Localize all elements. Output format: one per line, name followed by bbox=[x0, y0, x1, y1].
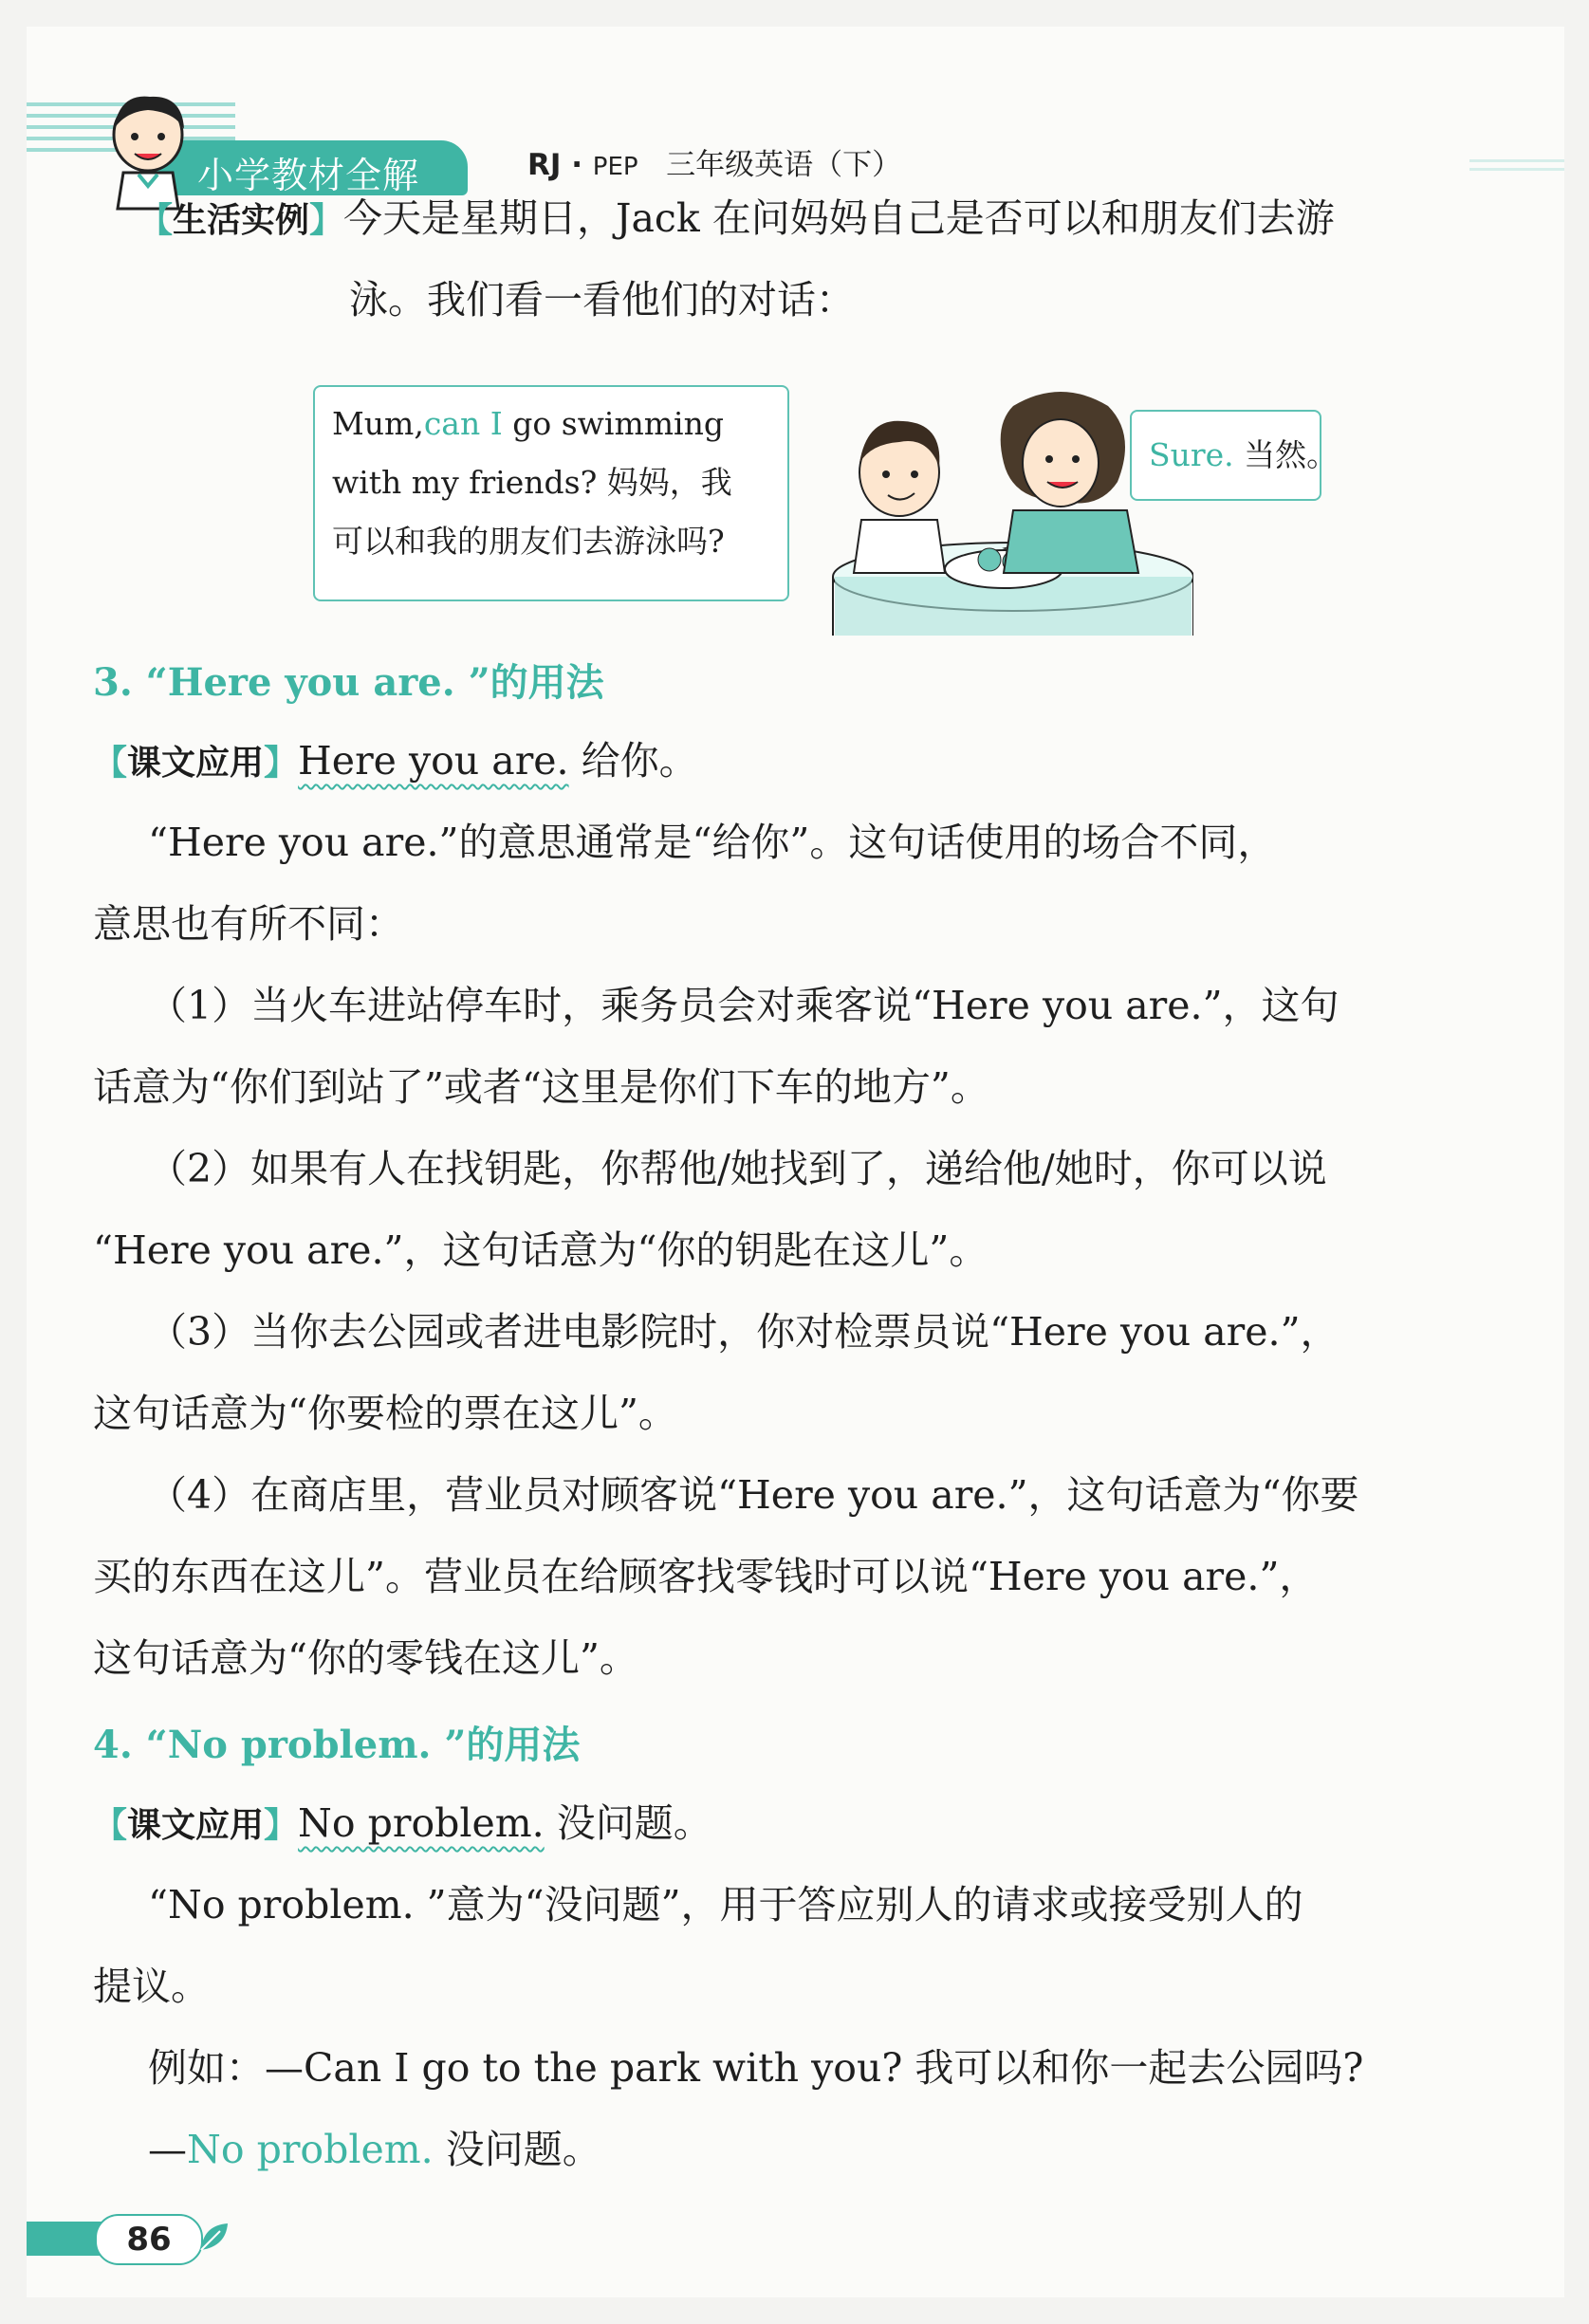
section3-tag: 【课文应用】 bbox=[93, 744, 299, 783]
section3-line: 这句话意为“你的零钱在这儿”。 bbox=[93, 1635, 638, 1681]
leaf-icon bbox=[195, 2218, 233, 2256]
life-example-line2: 泳。我们看一看他们的对话： bbox=[349, 277, 855, 323]
section3-line: 意思也有所不同： bbox=[93, 901, 404, 947]
section4-line2: 提议。 bbox=[93, 1964, 210, 2009]
brand-title: 小学教材全解 bbox=[197, 155, 420, 196]
edition-prefix: RJ · bbox=[527, 148, 593, 182]
section4-example-question: 例如：—Can I go to the park with you? 我可以和你一起去公园吗? bbox=[148, 2045, 1364, 2091]
page bbox=[27, 27, 1564, 2297]
section4-example: 【课文应用】No problem. 没问题。 bbox=[93, 1800, 712, 1846]
subject-label: 三年级英语（下） bbox=[666, 148, 902, 182]
section4-line1: “No problem. ”意为“没问题”，用于答应别人的请求或接受别人的 bbox=[148, 1882, 1303, 1927]
section3-line: （2）如果有人在找钥匙，你帮他/她找到了，递给他/她时，你可以说 bbox=[148, 1146, 1327, 1191]
section3-line: 话意为“你们到站了”或者“这里是你们下车的地方”。 bbox=[93, 1064, 989, 1110]
section3-line: （4）在商店里，营业员对顾客说“Here you are.”，这句话意为“你要 bbox=[148, 1472, 1359, 1518]
section3-example: 【课文应用】Here you are. 给你。 bbox=[93, 738, 698, 784]
section3-heading: 3. “Here you are. ”的用法 bbox=[93, 660, 604, 705]
life-example-line1: 【生活实例】今天是星期日，Jack 在问妈妈自己是否可以和朋友们去游 bbox=[139, 195, 1335, 241]
section3-line: 这句话意为“你要检的票在这儿”。 bbox=[93, 1391, 677, 1436]
page-number: 86 bbox=[95, 2214, 203, 2265]
section4-tag: 【课文应用】 bbox=[93, 1806, 299, 1845]
section3-line: “Here you are.”，这句话意为“你的钥匙在这儿”。 bbox=[93, 1227, 989, 1273]
header-subtitle bbox=[527, 140, 901, 183]
mother-son-table-illustration bbox=[776, 387, 1193, 636]
boy-speech-bubble: Mum,can I go swimming with my friends? 妈妈，我 可以和我的朋友们去游泳吗? bbox=[313, 385, 789, 601]
life-example-tag: 【生活实例】 bbox=[139, 201, 344, 240]
section4-example-answer: —No problem. 没问题。 bbox=[148, 2127, 601, 2172]
edition-pep: PEP bbox=[592, 153, 638, 181]
section3-line: “Here you are.”的意思通常是“给你”。这句话使用的场合不同， bbox=[148, 820, 1277, 865]
header-right-lines bbox=[1469, 159, 1564, 176]
mum-speech-bubble: Sure. 当然。 bbox=[1130, 410, 1321, 501]
section3-line: （3）当你去公园或者进电影院时，你对检票员说“Here you are.”， bbox=[148, 1309, 1340, 1355]
section4-heading: 4. “No problem. ”的用法 bbox=[93, 1723, 581, 1767]
section3-line: （1）当火车进站停车时，乘务员会对乘客说“Here you are.”，这句 bbox=[148, 983, 1340, 1028]
section3-line: 买的东西在这儿”。营业员在给顾客找零钱时可以说“Here you are.”， bbox=[93, 1554, 1319, 1599]
